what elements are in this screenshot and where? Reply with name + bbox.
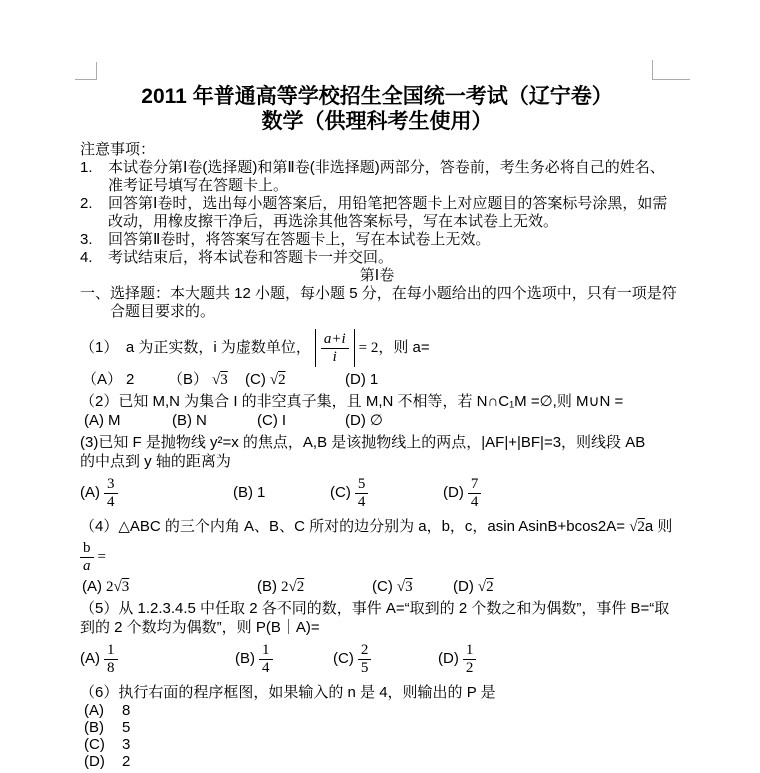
sqrt-radical: √2	[629, 519, 645, 535]
notice-item-1-cont	[80, 177, 674, 195]
fraction: $\frac{2}{5}$	[358, 642, 372, 676]
equals-sign: =	[97, 549, 106, 565]
question-5-stem-cont: 到的 2 个数均为偶数”，则 P(B｜A)=	[80, 619, 320, 636]
question-1-text: （1） a 为正实数，i 为虚数单位，	[80, 339, 311, 356]
question-6-option-a: (A) 8	[84, 702, 131, 719]
document-body	[80, 84, 677, 770]
question-2-options	[80, 411, 674, 431]
notice-number: 3.	[80, 231, 93, 248]
option-d: (D) √2	[453, 578, 494, 595]
option-b: (B) N	[172, 412, 207, 429]
option-b: （B） √3	[168, 371, 228, 388]
section-heading: 第Ⅰ卷	[359, 267, 395, 284]
question-5-stem: （5）从 1.2.3.4.5 中任取 2 各不同的数，事件 A=“取到的 2 个数之和为偶数”，事件 B=“取	[80, 600, 670, 617]
question-3-stem-cont: 的中点到 y 轴的距离为	[80, 453, 231, 470]
option-a: (A) $\frac{1}{8}$	[80, 642, 118, 676]
question-4-stem: （4）△ABC 的三个内角 A、B、C 所对的边分别为 a，b，c，asin AsinB+bcos2A= √2a 则	[80, 518, 673, 535]
option-d: (D) $\frac{7}{4}$	[443, 476, 481, 510]
sqrt-radical: √3	[212, 372, 228, 388]
fraction: $\frac{1}{4}$	[259, 642, 273, 676]
option-a: (A) 2√3	[82, 578, 130, 595]
question-6-stem: （6）执行右面的程序框图，如果输入的 n 是 4，则输出的 P 是	[80, 684, 496, 701]
notice-text: 准考证号填写在答题卡上。	[108, 177, 289, 194]
choice-section-intro: 一、选择题：本大题共 12 小题，每小题 5 分，在每小题给出的四个选项中，只有一项是符	[80, 285, 677, 302]
question-6-option-d: (D) 2	[84, 753, 131, 770]
question-3-options	[80, 471, 674, 515]
margin-crop-mark-left	[75, 62, 97, 80]
option-c: (C) I	[257, 412, 286, 429]
question-4-options	[80, 577, 674, 597]
notice-item-4	[80, 249, 674, 267]
question-6-option-b: (B) 5	[84, 719, 131, 736]
exam-title: 2011 年普通高等学校招生全国统一考试（辽宁卷）	[141, 85, 613, 108]
sqrt-radical: 2√3	[106, 579, 130, 595]
fraction: $\frac{1}{2}$	[463, 642, 477, 676]
sqrt-radical: 2√2	[281, 579, 305, 595]
option-c: (C) √2	[245, 371, 286, 388]
fraction: $\frac{5}{4}$	[355, 476, 369, 510]
fraction: $\frac{b}{a}$	[80, 540, 94, 574]
fraction: $\frac{3}{4}$	[104, 476, 118, 510]
question-1-options	[80, 370, 674, 390]
notice-item-2-cont	[80, 213, 674, 231]
option-b: (B) 2√2	[257, 578, 305, 595]
option-d: (D) ∅	[345, 412, 383, 429]
question-1-stem	[80, 326, 674, 370]
equation-text: = 2	[358, 340, 379, 356]
option-a: (A) $\frac{3}{4}$	[80, 476, 118, 510]
option-b: (B) $\frac{1}{4}$	[235, 642, 273, 676]
notice-text: 考试结束后，将本试卷和答题卡一并交回。	[108, 249, 394, 266]
option-d: (D) 1	[345, 371, 379, 388]
notice-heading: 注意事项：	[80, 141, 156, 158]
question-5-options	[80, 637, 674, 681]
option-a: （A） 2	[82, 371, 135, 388]
notice-text: 回答第Ⅰ卷时，选出每小题答案后，用铅笔把答题卡上对应题目的答案标号涂黑，如需	[108, 195, 668, 212]
option-c: (C) $\frac{2}{5}$	[333, 642, 371, 676]
option-b: (B) 1	[233, 484, 266, 501]
question-6-option-c: (C) 3	[84, 736, 131, 753]
question-4-fraction-line	[80, 537, 674, 577]
absolute-value-fraction	[315, 329, 355, 367]
question-2-stem: （2）已知 M,N 为集合 I 的非空真子集，且 M,N 不相等，若 N∩C₁M =∅,则 M∪N =	[80, 393, 624, 410]
fraction: $\frac{7}{4}$	[468, 476, 482, 510]
choice-section-intro-cont: 合题目要求的。	[110, 303, 216, 320]
notice-item-3	[80, 231, 674, 249]
margin-crop-mark-right	[652, 60, 690, 80]
notice-text: 回答第Ⅱ卷时，将答案写在答题卡上，写在本试卷上无效。	[108, 231, 491, 248]
fraction: $\frac{1}{8}$	[104, 642, 118, 676]
exam-subtitle: 数学（供理科考生使用）	[261, 110, 493, 133]
sqrt-radical: √2	[269, 372, 286, 388]
notice-number: 2.	[80, 195, 93, 212]
option-a: (A) M	[84, 412, 121, 429]
option-c: (C) $\frac{5}{4}$	[330, 476, 368, 510]
sqrt-radical: √3	[396, 579, 413, 595]
sqrt-radical: √2	[477, 579, 494, 595]
option-c: (C) √3	[372, 578, 413, 595]
fraction: $\frac{a+i}{i}$	[321, 331, 349, 365]
question-1-text-post: ，则 a=	[378, 339, 430, 356]
notice-text: 改动，用橡皮擦干净后，再选涂其他答案标号，写在本试卷上无效。	[108, 213, 559, 230]
notice-number: 4.	[80, 249, 93, 266]
question-3-stem: (3)已知 F 是抛物线 y²=x 的焦点，A,B 是该抛物线上的两点，|AF|+|BF|=3，则线段 AB	[80, 434, 646, 451]
notice-text: 本试卷分第Ⅰ卷(选择题)和第Ⅱ卷(非选择题)两部分，答卷前，考生务必将自己的姓名、	[108, 159, 665, 176]
notice-item-1	[80, 159, 674, 177]
notice-number: 1.	[80, 159, 93, 176]
option-d: (D) $\frac{1}{2}$	[438, 642, 476, 676]
notice-item-2	[80, 195, 674, 213]
